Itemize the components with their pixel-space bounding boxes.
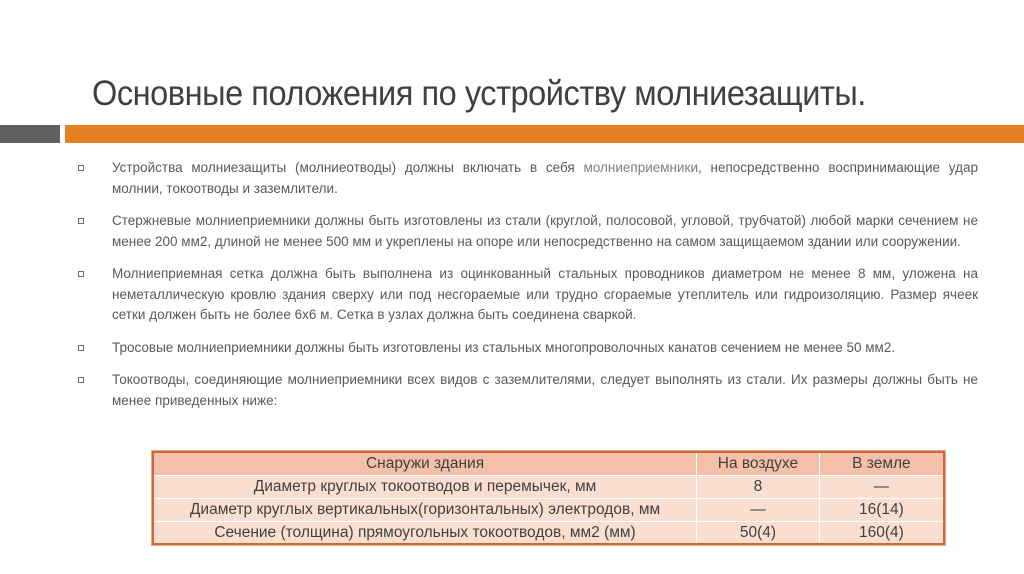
table-header-row (153, 452, 944, 475)
bullet-item (78, 338, 978, 359)
square-bullet-icon (78, 218, 84, 224)
table-cell: 8 (697, 475, 820, 498)
table-cell: Диаметр круглых токоотводов и перемычек, мм (153, 475, 697, 498)
title-divider-orange (65, 125, 1024, 143)
bullet-item (78, 158, 978, 199)
title-divider-gray (0, 125, 60, 143)
table-cell: Сечение (толщина) прямоугольных токоотводов, мм2 (мм) (153, 521, 697, 544)
table-cell: Диаметр круглых вертикальных(горизонтальных) электродов, мм (153, 498, 697, 521)
table-row (153, 475, 944, 498)
highlighted-term: молниеприемники (583, 160, 698, 175)
square-bullet-icon (78, 165, 84, 171)
bullet-text: Устройства молниезащиты (молниеотводы) должны включать в себя молниеприемники, непосредственно воспринимающие удар молнии, токоотводы и заземлители. (112, 160, 978, 196)
bullet-item (78, 211, 978, 252)
bullet-text: Тросовые молниеприемники должны быть изготовлены из стальных многопроволочных канатов сечением не менее 50 мм2. (112, 339, 896, 355)
table-cell: 16(14) (819, 498, 944, 521)
dimensions-table (152, 451, 945, 545)
table-cell: 160(4) (819, 521, 944, 544)
square-bullet-icon (78, 377, 84, 383)
bullet-item (78, 264, 978, 326)
table-cell: 50(4) (697, 521, 820, 544)
bullet-item (78, 370, 978, 411)
table-header-cell: В земле (819, 452, 944, 475)
table-row (153, 521, 944, 544)
table-header-cell: На воздухе (697, 452, 820, 475)
slide-title: Основные положения по устройству молниезащиты. (92, 74, 866, 113)
bullet-list (78, 158, 978, 423)
table-cell: — (819, 475, 944, 498)
dimensions-table-container (152, 451, 945, 545)
square-bullet-icon (78, 345, 84, 351)
bullet-text: Стержневые молниеприемники должны быть изготовлены из стали (круглой, полосовой, угловой, трубчатой) любой марки сечением не менее 200 мм2, длиной не менее 500 мм и укреплены на опоре или непосредственно на самом защищаемом здании или сооружении. (112, 213, 978, 249)
table-header-cell: Снаружи здания (153, 452, 697, 475)
table-row (153, 498, 944, 521)
bullet-text: Токоотводы, соединяющие молниеприемники всех видов с заземлителями, следует выполнять из стали. Их размеры должны быть не менее приведенных ниже: (112, 372, 978, 408)
bullet-text: Молниеприемная сетка должна быть выполнена из оцинкованный стальных проводников диаметром не менее 8 мм, уложена на неметаллическую кровлю здания сверху или под несгораемые или трудно сгораемые утеплитель или гидроизоляцию. Размер ячеек сетки должен быть не более 6х6 м. Сетка в узлах должна быть соединена сваркой. (112, 266, 978, 322)
table-cell: — (697, 498, 820, 521)
square-bullet-icon (78, 271, 84, 277)
